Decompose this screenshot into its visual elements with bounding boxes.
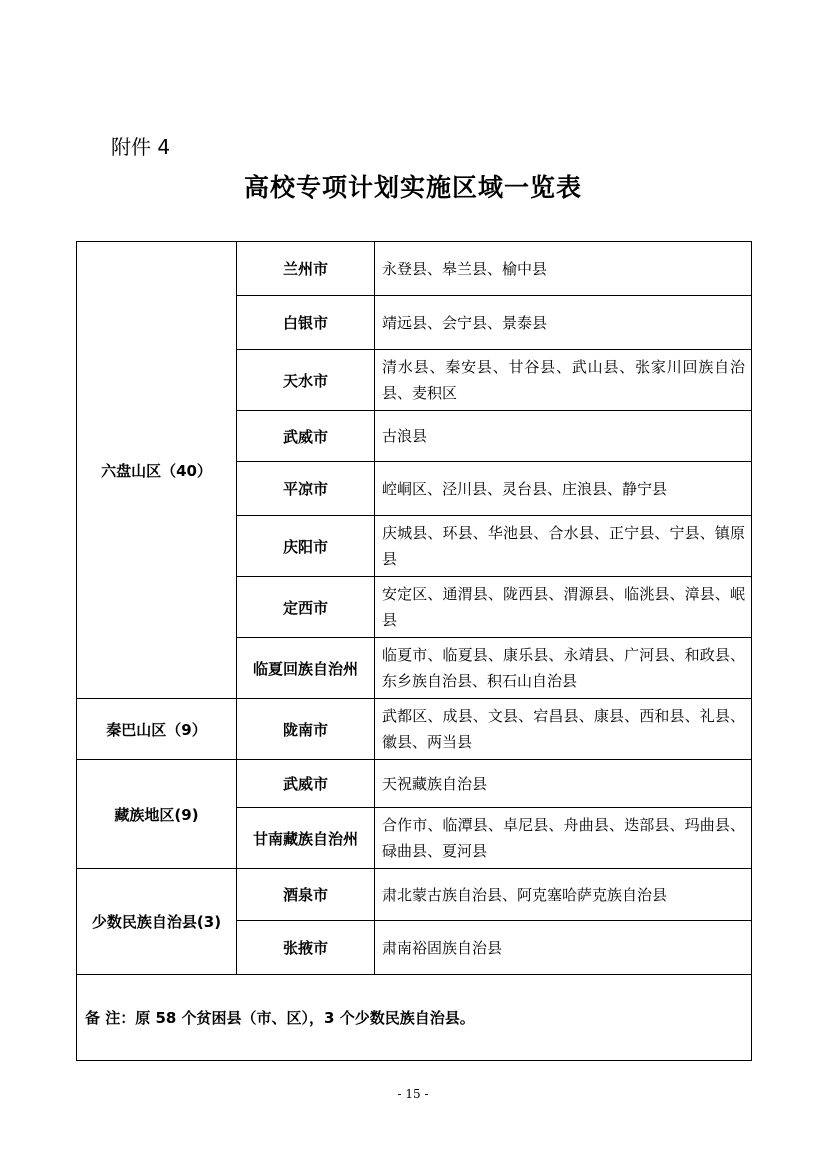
page-number: - 15 -	[397, 1087, 429, 1101]
region-cell: 六盘山区（40）	[77, 242, 237, 699]
counties-cell: 庆城县、环县、华池县、合水县、正宁县、宁县、镇原县	[375, 516, 752, 577]
city-cell: 甘南藏族自治州	[237, 808, 375, 869]
city-cell: 定西市	[237, 577, 375, 638]
city-cell: 张掖市	[237, 921, 375, 975]
counties-cell: 合作市、临潭县、卓尼县、舟曲县、迭部县、玛曲县、碌曲县、夏河县	[375, 808, 752, 869]
city-cell: 天水市	[237, 350, 375, 411]
counties-cell: 肃南裕固族自治县	[375, 921, 752, 975]
city-cell: 白银市	[237, 296, 375, 350]
counties-cell: 清水县、秦安县、甘谷县、武山县、张家川回族自治县、麦积区	[375, 350, 752, 411]
counties-cell: 靖远县、会宁县、景泰县	[375, 296, 752, 350]
city-cell: 武威市	[237, 411, 375, 462]
counties-cell: 永登县、皋兰县、榆中县	[375, 242, 752, 296]
counties-cell: 肃北蒙古族自治县、阿克塞哈萨克族自治县	[375, 869, 752, 921]
region-cell: 藏族地区(9)	[77, 760, 237, 869]
counties-cell: 武都区、成县、文县、宕昌县、康县、西和县、礼县、徽县、两当县	[375, 699, 752, 760]
counties-cell: 崆峒区、泾川县、灵台县、庄浪县、静宁县	[375, 462, 752, 516]
note-cell: 备 注：原 58 个贫困县（市、区），3 个少数民族自治县。	[77, 975, 752, 1061]
table-row	[77, 975, 752, 1061]
region-table	[76, 241, 752, 1061]
city-cell: 庆阳市	[237, 516, 375, 577]
city-cell: 武威市	[237, 760, 375, 808]
counties-cell: 天祝藏族自治县	[375, 760, 752, 808]
city-cell: 临夏回族自治州	[237, 638, 375, 699]
table-row	[77, 699, 752, 760]
counties-cell: 古浪县	[375, 411, 752, 462]
page-title: 高校专项计划实施区域一览表	[243, 173, 582, 202]
counties-cell: 安定区、通渭县、陇西县、渭源县、临洮县、漳县、岷县	[375, 577, 752, 638]
city-cell: 陇南市	[237, 699, 375, 760]
table-row	[77, 760, 752, 808]
counties-cell: 临夏市、临夏县、康乐县、永靖县、广河县、和政县、东乡族自治县、积石山自治县	[375, 638, 752, 699]
city-cell: 兰州市	[237, 242, 375, 296]
region-cell: 少数民族自治县(3)	[77, 869, 237, 975]
table-row	[77, 242, 752, 296]
region-cell: 秦巴山区（9）	[77, 699, 237, 760]
table-row	[77, 869, 752, 921]
attachment-label: 附件 4	[111, 135, 171, 159]
city-cell: 酒泉市	[237, 869, 375, 921]
city-cell: 平凉市	[237, 462, 375, 516]
